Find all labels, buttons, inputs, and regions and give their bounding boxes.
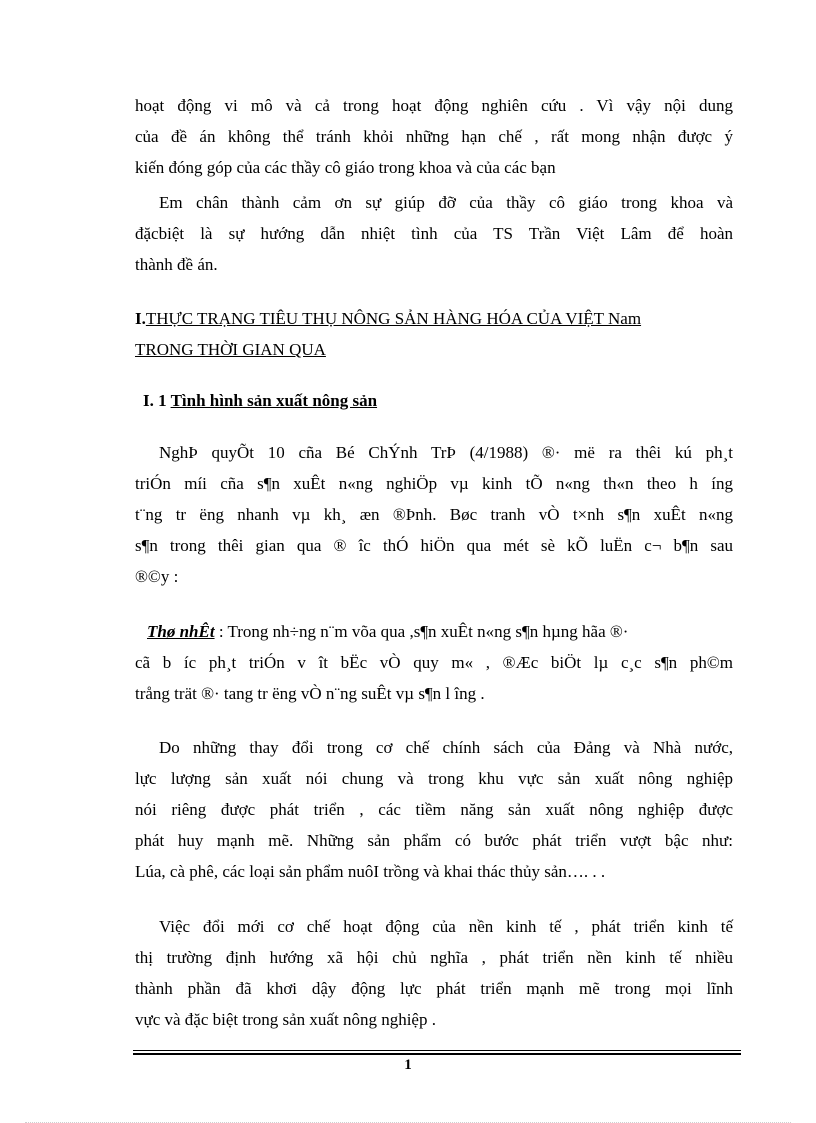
text-line: trång trät ®· tang tr ëng vÒ n¨ng suÊt vµ s¶n l îng . <box>135 684 485 703</box>
text-line: nói riêng được phát triển , các tiềm năng sản xuất nông nghiệp được <box>135 800 733 819</box>
text-line: thành phần đã khơi dậy động lực phát triển mạnh mẽ trong mọi lĩnh <box>135 979 733 998</box>
text-line: của đề án không thể tránh khỏi những hạn chế , rất mong nhận được ý <box>135 127 733 146</box>
subsection-number: I. 1 <box>143 391 167 410</box>
text-line: vực và đặc biệt trong sản xuất nông nghiệp . <box>135 1010 436 1029</box>
thanks-paragraph <box>135 187 733 280</box>
text-line: s¶n trong thêi gian qua ® îc thÓ hiÖn qua mét sè kÕ luËn c¬ b¶n sau <box>135 536 733 555</box>
page-number: 1 <box>404 1057 412 1073</box>
legacy-encoded-paragraph <box>135 437 733 592</box>
intro-paragraph <box>135 90 733 183</box>
text-line: hoạt động vi mô và cả trong hoạt động nghiên cứu . Vì vậy nội dung <box>135 96 733 115</box>
mechanism-paragraph <box>135 911 733 1035</box>
text-line: Lúa, cà phê, các loại sản phẩm nuôI trồng và khai thác thủy sản…. . . <box>135 862 606 881</box>
text-line: lực lượng sản xuất nói chung và trong khu vực sản xuất nông nghiệp <box>135 769 733 788</box>
first-point-label: Thø nhÊt <box>147 622 215 641</box>
section-title-line: TRONG THỜI GIAN QUA <box>135 340 326 359</box>
footer-rule <box>133 1053 741 1055</box>
text-line: thị trường định hướng xã hội chủ nghĩa , phát triển nền kinh tế nhiều <box>135 948 733 967</box>
text-line: thành đề án. <box>135 255 218 274</box>
text-line: NghÞ quyÕt 10 cña Bé ChÝnh TrÞ (4/1988) ®· më ra thêi kú ph¸t <box>159 443 733 462</box>
text-line: t¨ng tr ëng nhanh vµ kh¸ æn ®Þnh. Bøc tranh vÒ t×nh s¶n xuÊt n«ng <box>135 505 733 524</box>
subsection-title: Tình hình sản xuất nông sản <box>170 391 378 410</box>
footer-rule <box>133 1050 741 1051</box>
first-point-paragraph <box>135 616 733 709</box>
text-line: Do những thay đổi trong cơ chế chính sách của Đảng và Nhà nước, <box>159 738 733 757</box>
subsection-heading <box>143 385 741 416</box>
text-line: kiến đóng góp của các thầy cô giáo trong khoa và của các bạn <box>135 158 556 177</box>
text-line: triÓn míi cña s¶n xuÊt n«ng nghiÖp vµ kinh tÕ n«ng th«n theo h íng <box>135 474 733 493</box>
text-line: : Trong nh÷ng n¨m võa qua ,s¶n xuÊt n«ng s¶n hµng hãa ®· <box>214 622 629 641</box>
section-title-line: THỰC TRẠNG TIÊU THỤ NÔNG SẢN HÀNG HÓA CỦA VIỆT Nam <box>145 309 642 328</box>
section-heading <box>135 303 733 365</box>
section-prefix: I. <box>135 309 146 328</box>
text-line: phát huy mạnh mẽ. Những sản phẩm có bước phát triển vượt bậc như: <box>135 831 733 850</box>
text-line: Việc đổi mới cơ chế hoạt động của nền kinh tế , phát triển kinh tế <box>159 917 733 936</box>
text-line: ®©y : <box>135 567 179 586</box>
reform-paragraph <box>135 732 733 887</box>
text-line: đặcbiệt là sự hướng dẫn nhiệt tình của TS Trần Việt Lâm để hoàn <box>135 224 733 243</box>
text-line: Em chân thành cảm ơn sự giúp đỡ của thầy cô giáo trong khoa và <box>159 193 733 212</box>
text-line: cã b íc ph¸t triÓn v ît bËc vÒ quy m« , ®Æc biÖt lµ c¸c s¶n ph©m <box>135 653 733 672</box>
